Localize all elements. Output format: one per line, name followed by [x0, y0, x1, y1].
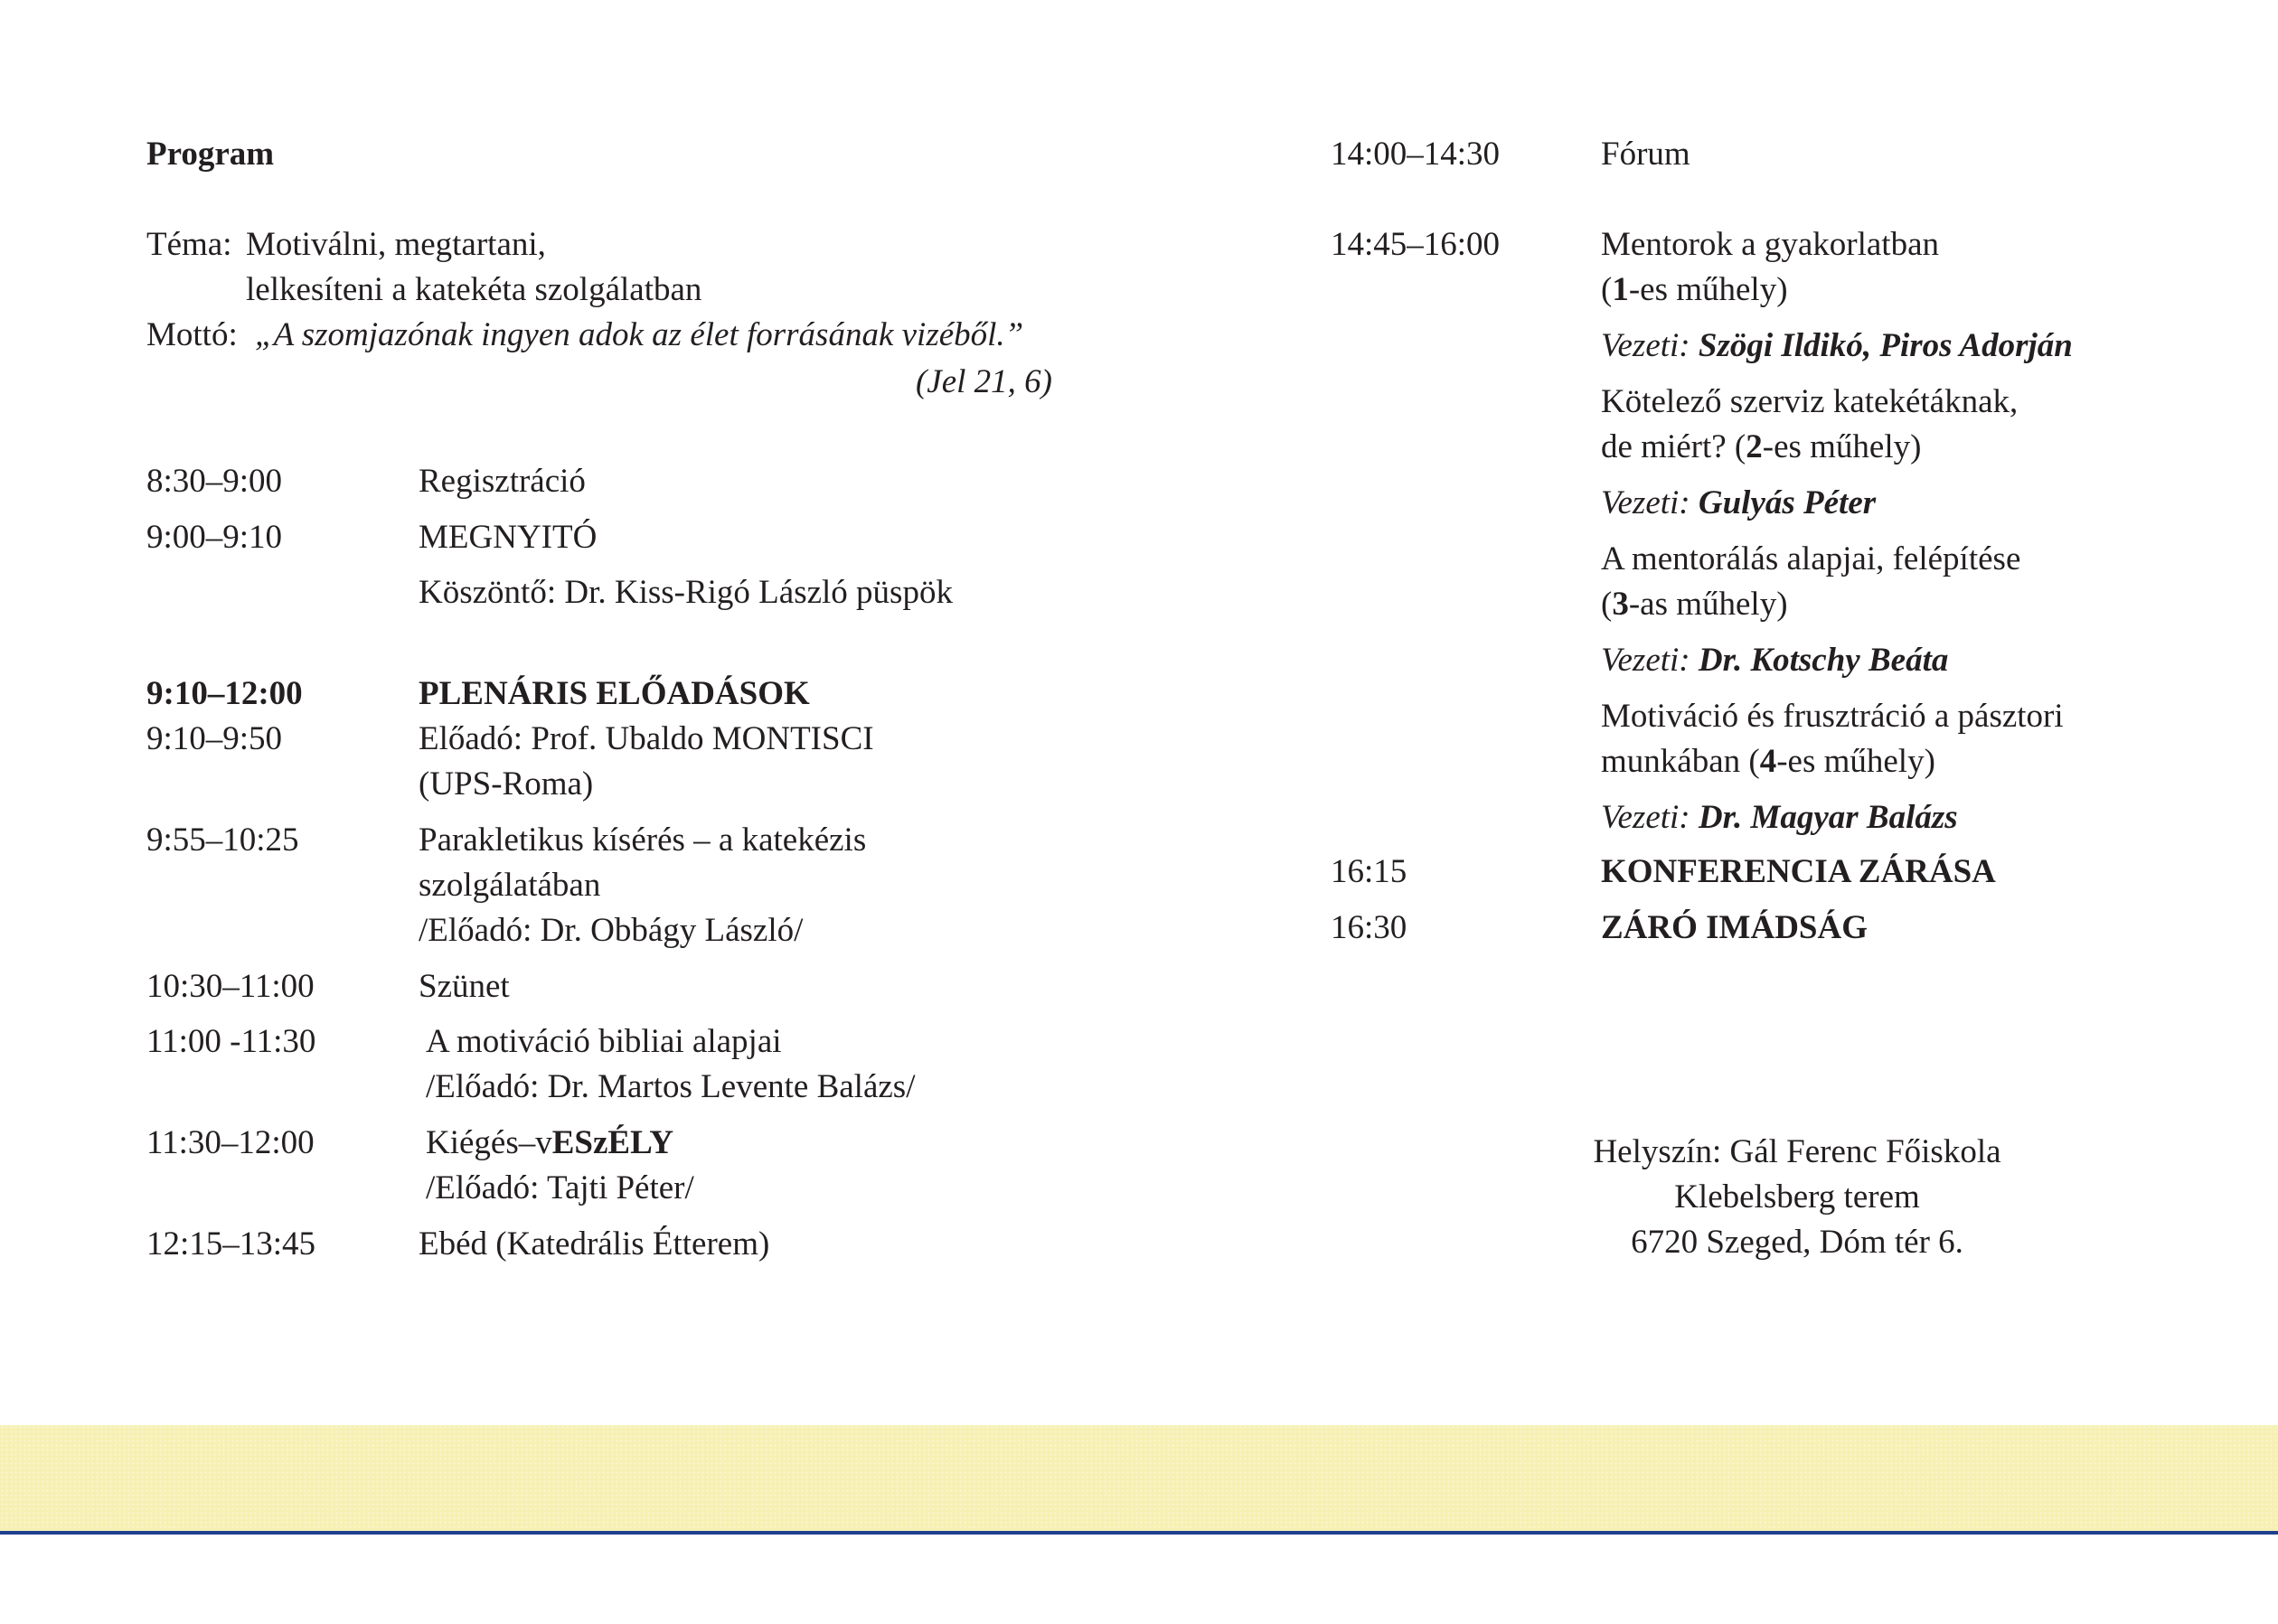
workshop-prefix: (	[1601, 586, 1613, 623]
leader-name: Szögi Ildikó, Piros Adorján	[1698, 327, 2073, 364]
workshop-4-line-1: Motiváció és frusztráció a pásztori	[1601, 698, 2064, 735]
time-registration: 8:30–9:00	[146, 463, 283, 500]
leader-label: Vezeti:	[1601, 484, 1690, 521]
motto-label: Mottó:	[146, 316, 238, 353]
workshop-3-line-1: A mentorálás alapjai, felépítése	[1601, 540, 2021, 577]
workshop-3-leader	[1601, 638, 1948, 683]
lecture-4-speaker: /Előadó: Tajti Péter/	[426, 1169, 694, 1206]
leader-label: Vezeti:	[1601, 327, 1690, 364]
time-lecture-1: 9:10–9:50	[146, 720, 283, 757]
workshop-4-leader	[1601, 795, 1958, 840]
time-opening: 9:00–9:10	[146, 519, 283, 556]
item-lunch: Ebéd (Katedrális Étterem)	[419, 1225, 770, 1263]
item-break: Szünet	[419, 968, 510, 1005]
workshop-prefix: munkában (	[1601, 743, 1760, 780]
time-closing: 16:15	[1331, 853, 1407, 890]
footer-band-line	[0, 1531, 2278, 1535]
venue-line-3: 6720 Szeged, Dóm tér 6.	[1631, 1224, 1963, 1261]
program-title: Program	[146, 136, 275, 173]
time-lecture-2: 9:55–10:25	[146, 821, 299, 859]
workshop-1-line-1: Mentorok a gyakorlatban	[1601, 226, 1939, 263]
lecture-2-line-1: Parakletikus kísérés – a katekézis	[419, 821, 867, 859]
workshop-1-leader	[1601, 324, 2073, 369]
workshop-number: 2	[1746, 428, 1763, 465]
lecture-1-line-1: Előadó: Prof. Ubaldo MONTISCI	[419, 720, 874, 757]
time-prayer: 16:30	[1331, 909, 1407, 946]
leader-label: Vezeti:	[1601, 799, 1690, 836]
workshop-2-line-2	[1601, 425, 1921, 470]
time-lecture-4: 11:30–12:00	[146, 1124, 315, 1161]
workshop-prefix: de miért? (	[1601, 428, 1746, 465]
workshop-1-line-2	[1601, 268, 1788, 313]
lecture-4-title	[426, 1121, 673, 1166]
time-lunch: 12:15–13:45	[146, 1225, 316, 1263]
venue-line-2: Klebelsberg terem	[1674, 1178, 1920, 1216]
workshop-2-leader	[1601, 481, 1876, 526]
footer-band	[0, 1425, 2278, 1531]
item-opening: MEGNYITÓ	[419, 519, 598, 556]
lecture-2-line-3: /Előadó: Dr. Obbágy László/	[419, 912, 804, 949]
time-break: 10:30–11:00	[146, 968, 315, 1005]
lecture-2-line-2: szolgálatában	[419, 867, 601, 904]
time-plenary: 9:10–12:00	[146, 675, 303, 712]
lecture-3-line-1: A motiváció bibliai alapjai	[426, 1023, 782, 1060]
workshop-number: 4	[1759, 743, 1777, 780]
motto-reference: (Jel 21, 6)	[915, 363, 1052, 400]
workshop-3-line-2	[1601, 582, 1788, 627]
theme-label: Téma:	[146, 226, 232, 263]
workshop-number: 3	[1612, 586, 1629, 623]
motto-quote: „A szomjazónak ingyen adok az élet forrásának vizéből.”	[255, 316, 1024, 353]
lecture-1-line-2: (UPS-Roma)	[419, 765, 594, 803]
workshop-suffix: -es műhely)	[1628, 271, 1788, 308]
workshop-suffix: -es műhely)	[1776, 743, 1935, 780]
item-closing: KONFERENCIA ZÁRÁSA	[1601, 853, 1996, 890]
leader-name: Dr. Kotschy Beáta	[1698, 642, 1949, 679]
paren: (	[1601, 271, 1613, 308]
time-forum: 14:00–14:30	[1331, 136, 1501, 173]
item-registration: Regisztráció	[419, 463, 586, 500]
item-plenary: PLENÁRIS ELŐADÁSOK	[419, 675, 810, 712]
leader-name: Dr. Magyar Balázs	[1698, 799, 1958, 836]
lecture-4-title-bold: ESzÉLY	[551, 1124, 674, 1161]
workshop-number: 1	[1612, 271, 1629, 308]
lecture-3-line-2: /Előadó: Dr. Martos Levente Balázs/	[426, 1068, 916, 1105]
lecture-4-title-plain: Kiégés–v	[426, 1124, 552, 1161]
theme-line-2: lelkesíteni a katekéta szolgálatban	[246, 271, 702, 308]
item-prayer: ZÁRÓ IMÁDSÁG	[1601, 909, 1868, 946]
item-greeting: Köszöntő: Dr. Kiss-Rigó László püspök	[419, 574, 953, 611]
time-lecture-3: 11:00 -11:30	[146, 1023, 316, 1060]
item-forum: Fórum	[1601, 136, 1690, 173]
leader-name: Gulyás Péter	[1698, 484, 1877, 521]
time-workshops: 14:45–16:00	[1331, 226, 1501, 263]
workshop-suffix: -es műhely)	[1762, 428, 1922, 465]
workshop-suffix: -as műhely)	[1628, 586, 1788, 623]
workshop-4-line-2	[1601, 739, 1935, 784]
theme-line-1: Motiválni, megtartani,	[246, 226, 546, 263]
workshop-2-line-1: Kötelező szerviz katekétáknak,	[1601, 383, 2019, 420]
leader-label: Vezeti:	[1601, 642, 1690, 679]
venue-line-1: Helyszín: Gál Ferenc Főiskola	[1593, 1133, 2001, 1170]
